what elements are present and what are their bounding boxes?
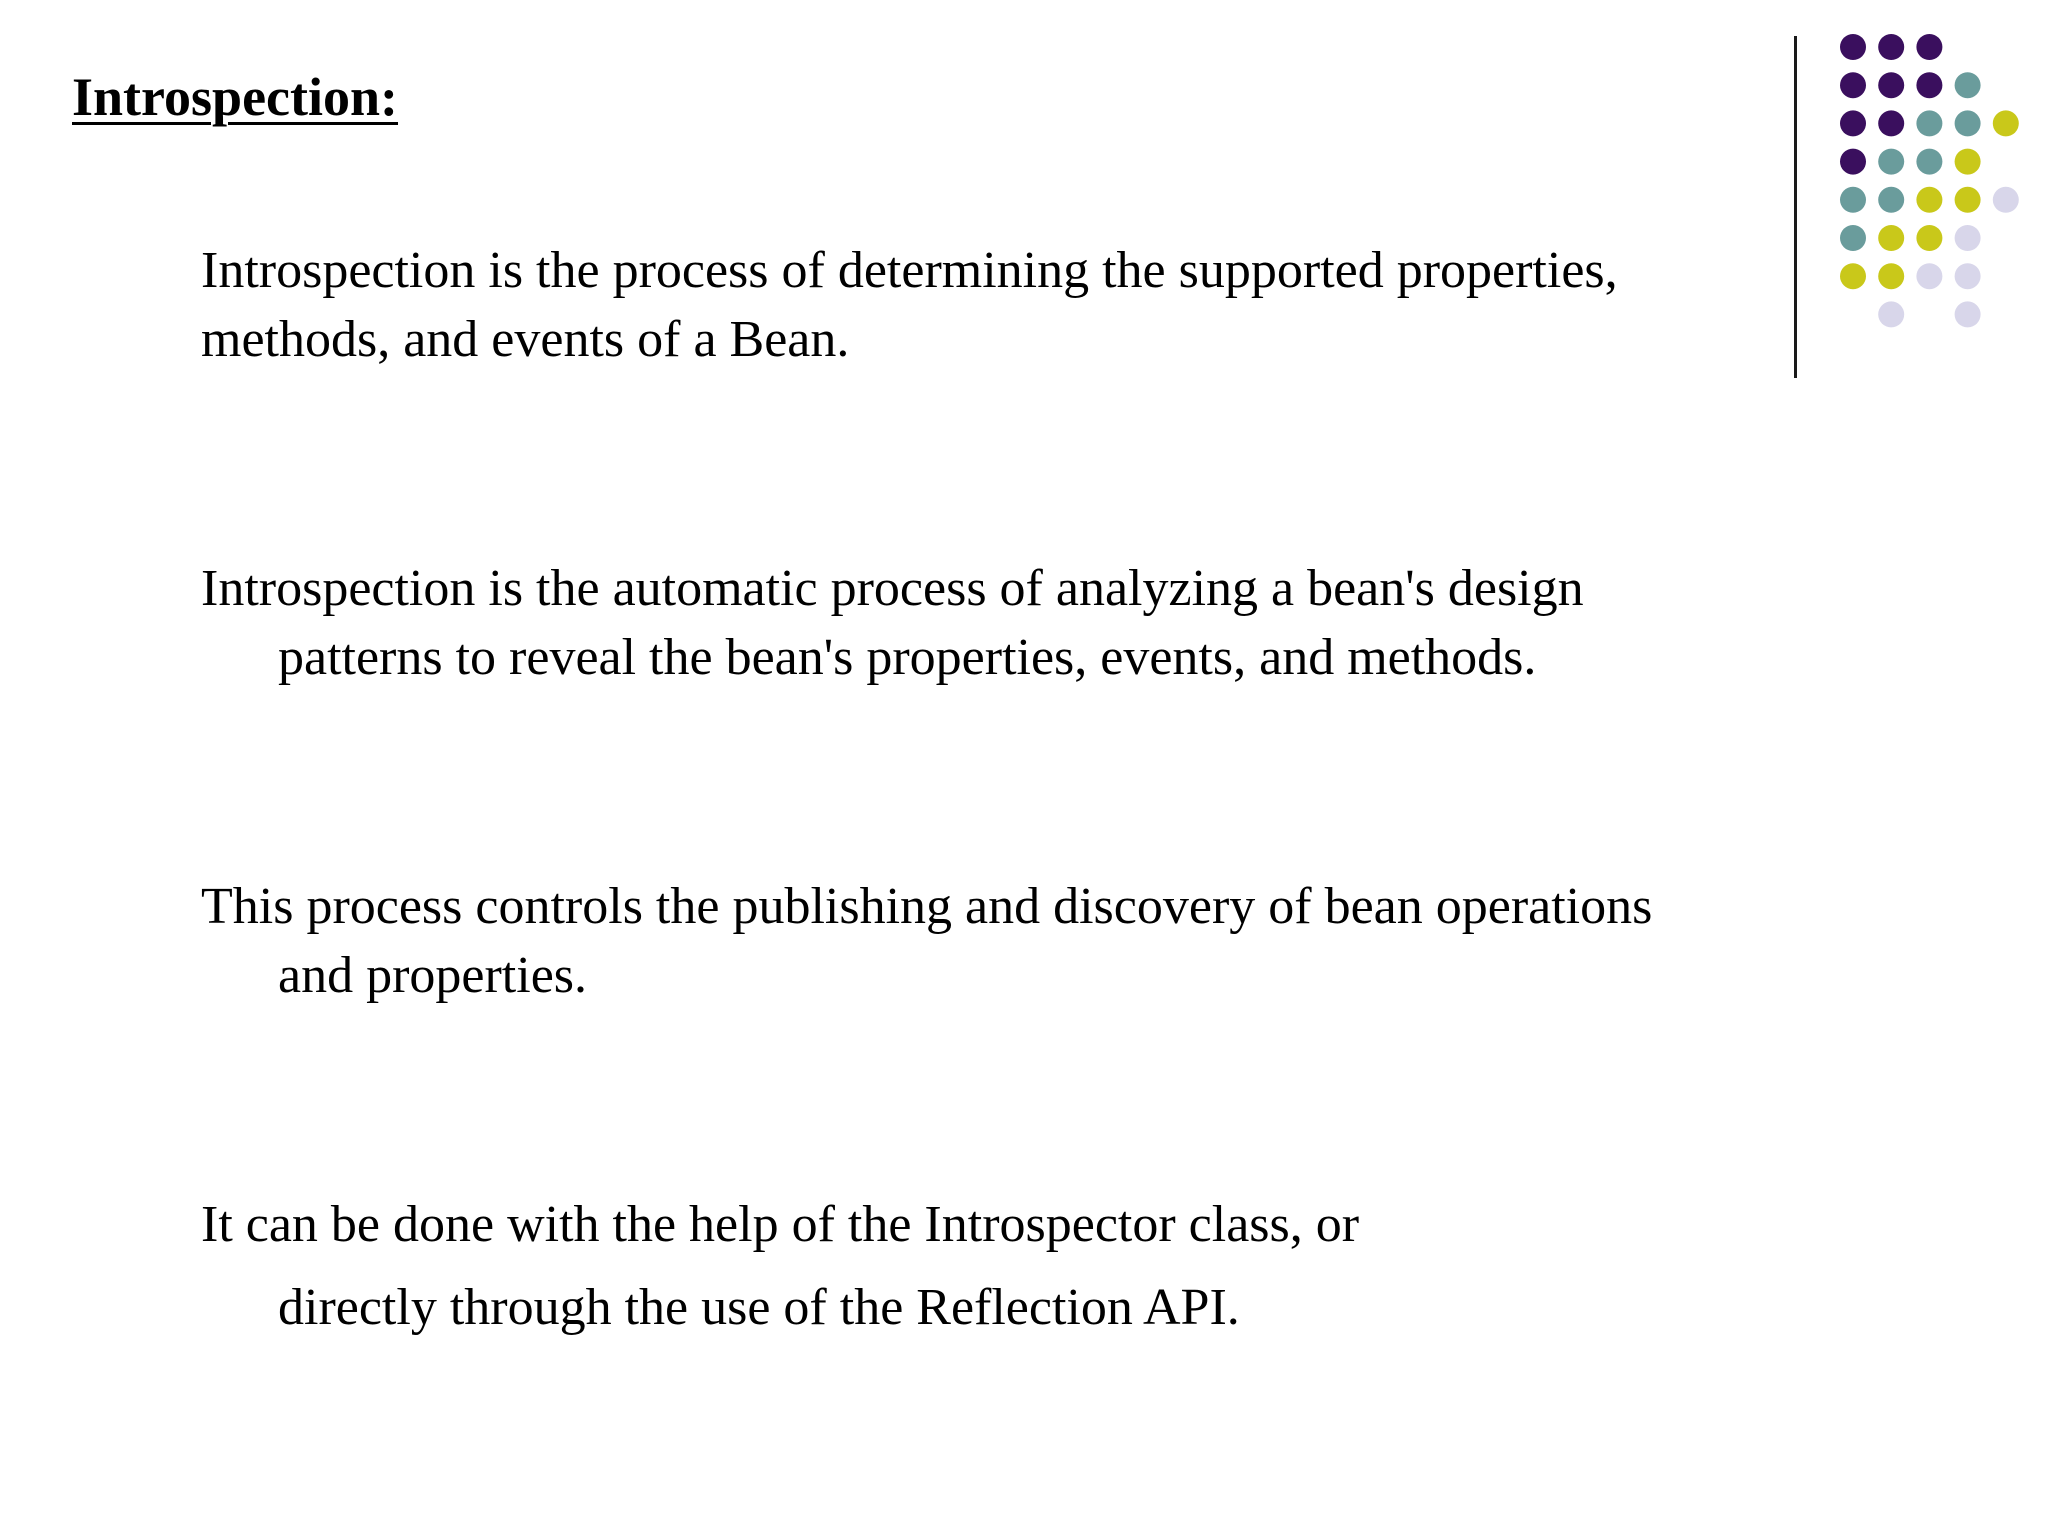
decorative-dot — [1878, 34, 1904, 60]
decorative-dot — [1878, 225, 1904, 251]
decorative-dot — [1916, 34, 1942, 60]
decorative-dot — [1993, 110, 2019, 136]
decorative-dot — [1955, 149, 1981, 175]
decorative-dot — [1916, 187, 1942, 213]
paragraph-3-line-2: and properties. — [278, 947, 588, 1004]
paragraph-3 — [201, 872, 1652, 1010]
decorative-dot — [1916, 110, 1942, 136]
paragraph-2 — [201, 554, 1584, 692]
decorative-dot — [1840, 34, 1866, 60]
decorative-dot — [1840, 149, 1866, 175]
decorative-dot — [1878, 72, 1904, 98]
paragraph-1-line-2: methods, and events of a Bean. — [201, 311, 850, 368]
decorative-dot — [1878, 110, 1904, 136]
decorative-dot — [1840, 72, 1866, 98]
decorative-dot — [1916, 149, 1942, 175]
decorative-dot — [1840, 263, 1866, 289]
decorative-dot — [1840, 225, 1866, 251]
decorative-dot — [1955, 110, 1981, 136]
decorative-dot — [1840, 110, 1866, 136]
paragraph-1 — [201, 236, 1618, 374]
decorative-dot — [1878, 149, 1904, 175]
decorative-dot — [1916, 225, 1942, 251]
decorative-dot — [1878, 301, 1904, 327]
decorative-dot — [1955, 187, 1981, 213]
paragraph-2-line-1: Introspection is the automatic process of analyzing a bean's design — [201, 560, 1584, 617]
paragraph-4-line-2: directly through the use of the Reflection API. — [278, 1279, 1240, 1336]
slide-title: Introspection: — [72, 67, 399, 127]
decorative-dot — [1840, 187, 1866, 213]
paragraph-1-line-1: Introspection is the process of determining the supported properties, — [201, 242, 1618, 299]
paragraph-2-line-2: patterns to reveal the bean's properties, events, and methods. — [278, 629, 1537, 686]
paragraph-4 — [201, 1190, 1359, 1342]
decorative-dot — [1878, 263, 1904, 289]
decorative-dot — [1955, 72, 1981, 98]
decorative-dot — [1955, 301, 1981, 327]
decorative-dot — [1878, 187, 1904, 213]
vertical-divider — [1794, 36, 1797, 378]
decorative-dot — [1916, 263, 1942, 289]
paragraph-4-line-1: It can be done with the help of the Introspector class, or — [201, 1196, 1360, 1253]
decorative-dot — [1916, 72, 1942, 98]
decorative-dot — [1955, 263, 1981, 289]
decorative-dot — [1993, 187, 2019, 213]
paragraph-3-line-1: This process controls the publishing and discovery of bean operations — [201, 878, 1653, 935]
decorative-dot — [1955, 225, 1981, 251]
